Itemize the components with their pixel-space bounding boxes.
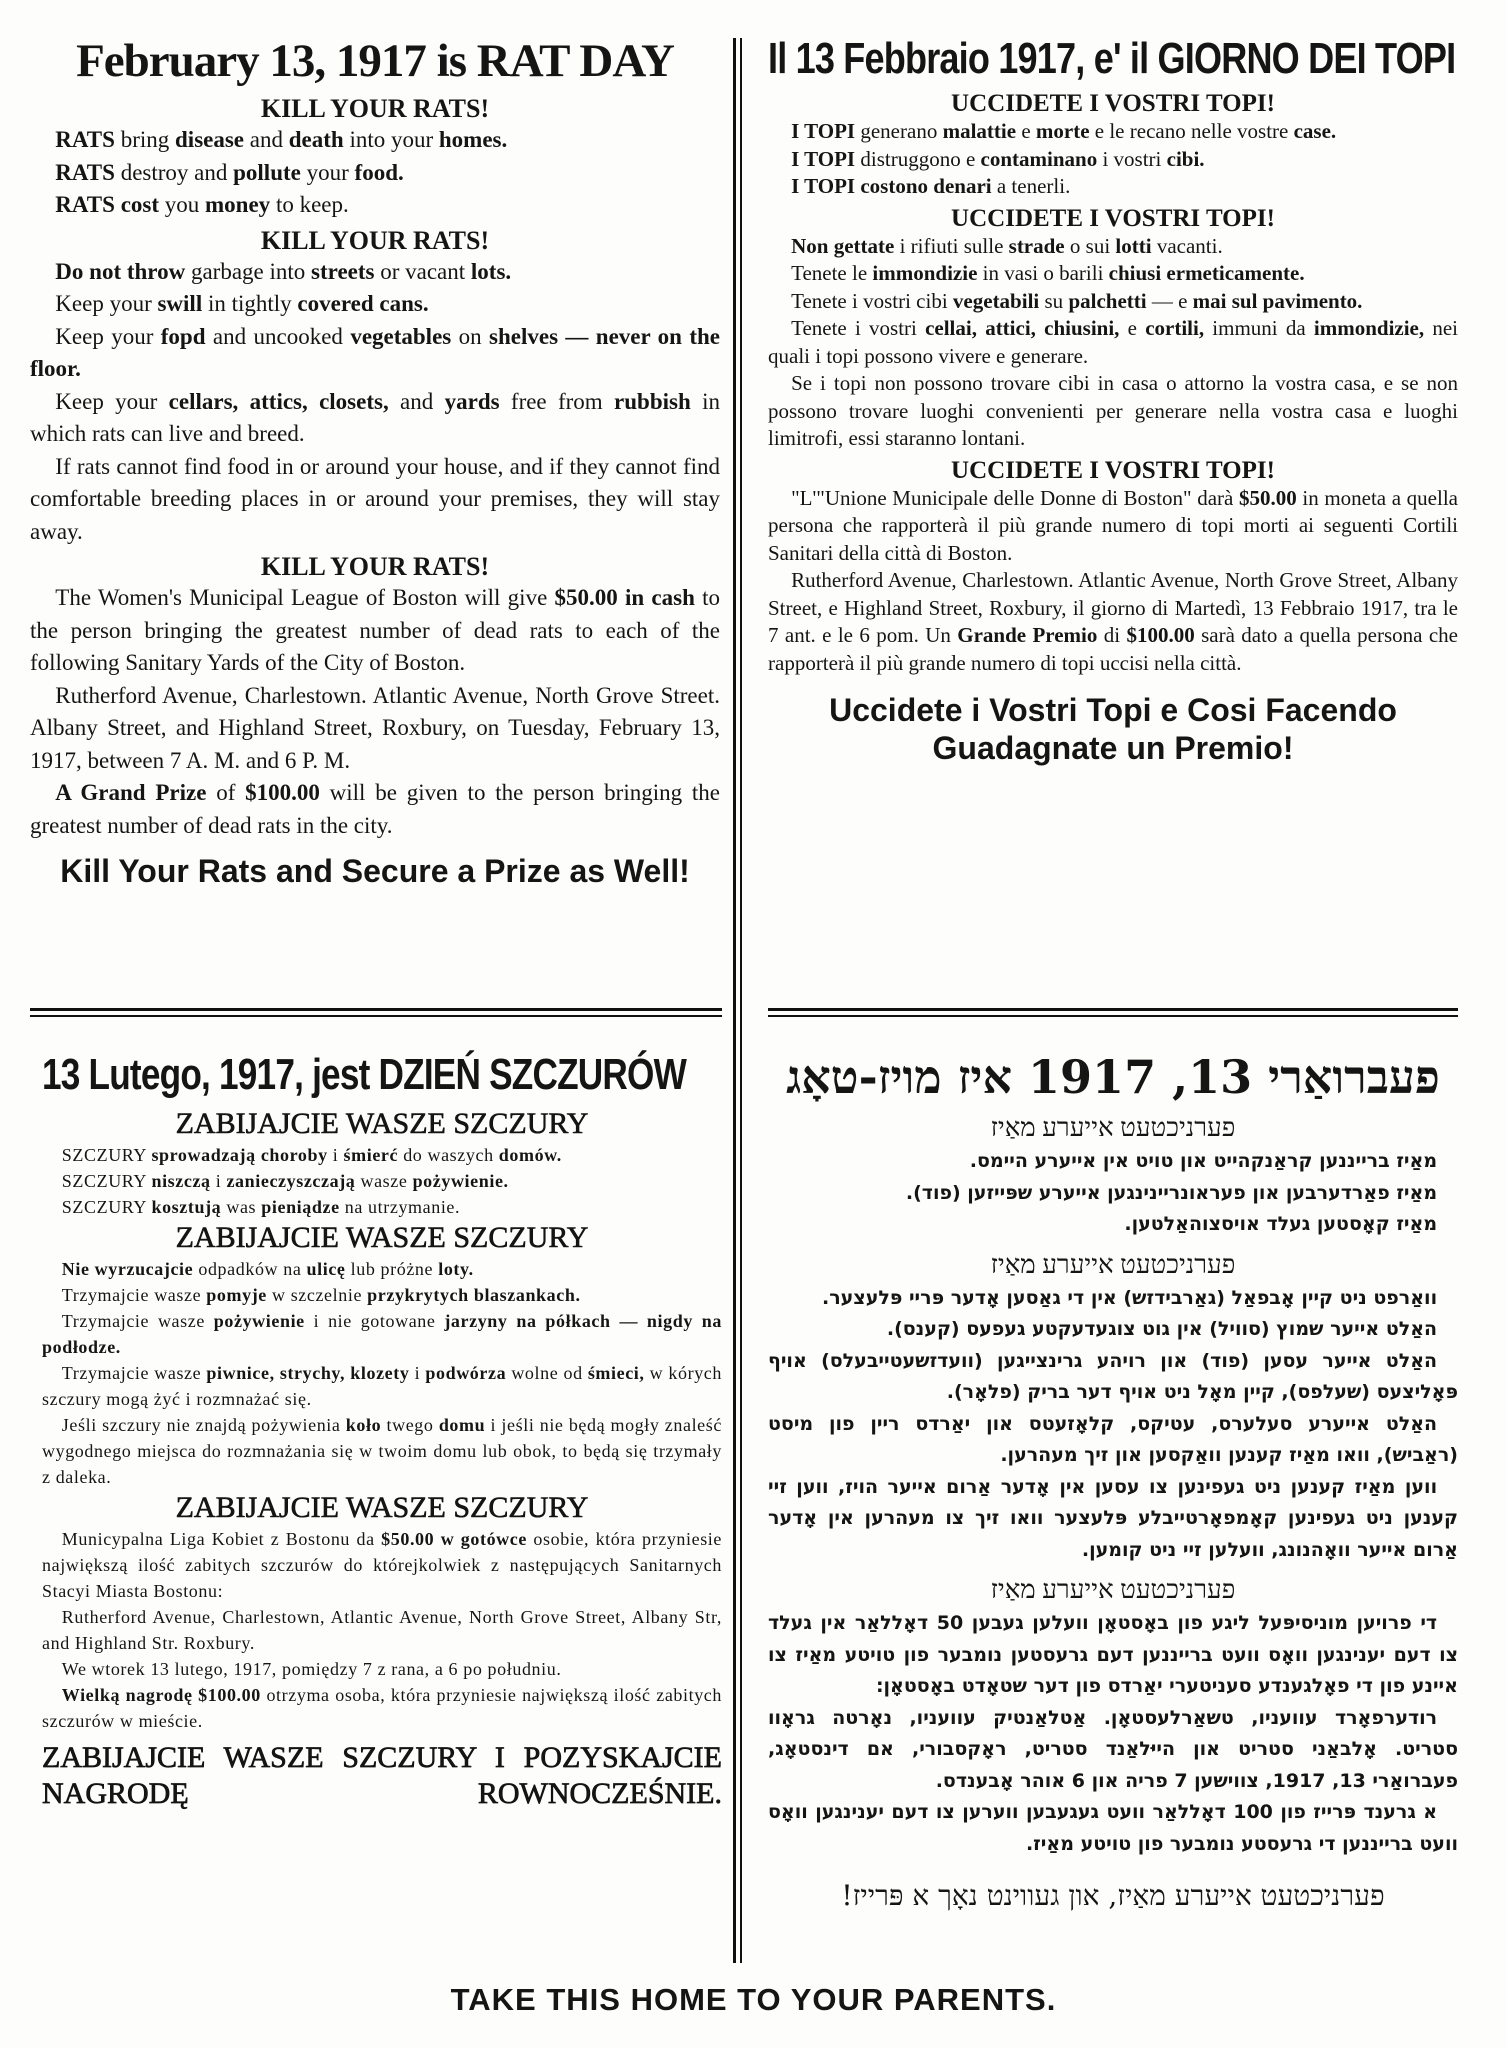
- paragraph: [768, 1178, 1458, 1210]
- paragraph: [30, 321, 720, 386]
- bold-text: niszczą: [151, 1171, 211, 1191]
- paragraph: [768, 1209, 1458, 1241]
- bold-text: pomyje: [206, 1285, 267, 1305]
- paragraph: [768, 118, 1458, 146]
- text: SZCZURY: [61, 1171, 152, 1191]
- bold-text: homes.: [438, 127, 508, 152]
- paragraph: [42, 1194, 722, 1220]
- bold-text: RATS: [55, 159, 115, 185]
- text: Rutherford Avenue, Charlestown. Atlantic Avenue, North Grove Street, Albany Street, e Highland Street, Roxbury, il giorno di Martedì, 13 Febbraio 1917, tra le 7 ant. e le 6 pom. Un: [768, 568, 1458, 647]
- bold-text: pieniądze: [261, 1197, 340, 1217]
- text: immuni da: [1204, 316, 1314, 340]
- paragraph: [42, 1256, 722, 1282]
- polish-title: 13 Lutego, 1917, jest DZIEŃ SZCZURÓW: [42, 1050, 687, 1099]
- italian-section: [768, 34, 1458, 767]
- text: e le recano nelle vostre: [1089, 119, 1294, 143]
- text: ווען מאַיז קענען ניט געפינען צו עסען אין אָדער אַרום אייער הויז, ווען זיי קענען ניט געפינען קאָמפאָרטייבלע פּלעצער וואו זיך צו מעהרען אין אָדער אַרום אייער וואָהנונג, וועלען זיי ניט קומען.: [768, 1475, 1458, 1561]
- paragraph: [768, 233, 1458, 261]
- bold-text: I TOPI costono denari: [791, 174, 992, 198]
- text: i: [327, 1145, 344, 1165]
- horizontal-divider-right: [768, 1008, 1458, 1017]
- bold-text: malattie: [942, 119, 1017, 143]
- bold-text: money: [205, 192, 271, 217]
- text: sarà dato a quella persona che rapporterà il più grande numero di topi uccisi nella città.: [768, 623, 1458, 675]
- paragraph: [768, 1283, 1458, 1315]
- text: Keep your: [55, 388, 169, 414]
- bold-text: contaminano: [980, 146, 1098, 171]
- bold-text: Nie wyrzucajcie: [61, 1259, 194, 1279]
- bold-text: shelves — never on the floor.: [30, 323, 721, 381]
- text: Jeśli szczury nie znajdą pożywienia: [61, 1415, 346, 1435]
- text: will be given to the person bringing the greatest number of dead rats in the city.: [30, 780, 720, 838]
- bold-text: lots.: [470, 258, 512, 284]
- text: nei quali i topi possono vivere e generare.: [768, 316, 1459, 368]
- paragraph: [42, 1682, 722, 1734]
- text: SZCZURY: [61, 1145, 152, 1165]
- text: distruggono e: [855, 146, 981, 171]
- section-heading: UCCIDETE I VOSTRI TOPI!: [951, 90, 1275, 117]
- bold-text: chiusi ermeticamente.: [1108, 261, 1305, 285]
- text: Se i topi non possono trovare cibi in casa o attorno la vostra casa, e se non possono trovare luoghi convenienti per generare nella vostra casa e luoghi limitrofi, essi staranno lontani.: [768, 371, 1458, 450]
- bold-text: $50.00 w gotówce: [381, 1529, 527, 1549]
- section-heading: KILL YOUR RATS!: [260, 552, 490, 581]
- bold-text: pożywienie: [213, 1311, 305, 1331]
- paragraph: [768, 1146, 1458, 1178]
- text: a tenerli.: [991, 174, 1071, 198]
- paragraph: [768, 1409, 1458, 1472]
- text: w kórych szczury mogą żyć i rozmnażać się.: [42, 1363, 722, 1409]
- text: w szczelnie: [266, 1285, 368, 1305]
- text: The Women's Municipal League of Boston will give: [55, 585, 555, 610]
- paragraph: [42, 1142, 722, 1168]
- text: in vasi o barili: [977, 261, 1109, 285]
- text: or vacant: [374, 258, 471, 284]
- yiddish-body: [768, 1110, 1458, 1916]
- paragraph: [768, 288, 1458, 316]
- paragraph: [30, 386, 720, 451]
- bold-text: domu: [438, 1415, 486, 1435]
- horizontal-divider-left: [30, 1008, 722, 1017]
- text: SZCZURY: [61, 1197, 152, 1217]
- text: האַלט אייער עסען (פוד) און רויהע גרינצייגען (וועדזשעטייבעלס) אויף פּאָליצעס (שעלפס), קיין מאָל ניט אויף דער בריק (פלאָר).: [768, 1349, 1458, 1403]
- bold-text: cortili,: [1145, 316, 1205, 340]
- section-heading: KILL YOUR RATS!: [260, 225, 490, 255]
- section-heading: ZABIJAJCIE WASZE SZCZURY: [175, 1491, 589, 1524]
- text: free from: [499, 388, 615, 414]
- text: generano: [855, 119, 943, 143]
- text: i nie gotowane: [304, 1311, 445, 1331]
- bold-text: zanieczyszczają: [226, 1171, 356, 1191]
- text: האַלט אייער שמוץ (סוויל) אין גוט צוגעדעקטע געפעס (קענס).: [886, 1318, 1438, 1340]
- paragraph: [30, 157, 720, 190]
- paragraph: [30, 189, 720, 222]
- bold-text: Wielką nagrodę $100.00: [61, 1685, 261, 1705]
- paragraph: [30, 777, 720, 842]
- bold-text: przykrytych blaszankach.: [367, 1285, 581, 1305]
- text: i: [210, 1171, 227, 1191]
- text: Trzymajcie wasze: [61, 1311, 214, 1331]
- text: i jeśli nie będą mogły znaleść wygodnego miejsca do rozmnażania się w twoim domu lub obok, to będą się trzymały z daleka.: [42, 1415, 722, 1487]
- text: in moneta a quella persona che rapporterà il più grande numero di topi morti ai seguenti Cortili Sanitari della città di Boston.: [768, 485, 1458, 565]
- english-title: February 13, 1917 is RAT DAY: [76, 35, 674, 87]
- bold-text: pollute: [233, 159, 301, 185]
- bold-text: swill: [157, 291, 203, 316]
- text: odpadków na: [193, 1259, 307, 1279]
- italian-title: Il 13 Febbraio 1917, e' il GIORNO DEI TOPI: [768, 34, 1456, 83]
- bold-text: śmieci,: [587, 1363, 645, 1383]
- text: you: [159, 192, 206, 217]
- bold-text: cellars, attics, closets,: [168, 388, 389, 414]
- paragraph: [42, 1526, 722, 1604]
- text: די פרויען מוניסיפּעל ליגע פון באָסטאָן וועלען געבען 50 דאָללאַר אין געלד צו דעם יענינגען וואָס וועט ברייננען דעם גרעסטען נומבער פון טויטע מאַיז צו איינע פון די פאָלגענדע סעניטערי יאַרדס פון דער שטאָדט באָסטאָן:: [768, 1612, 1458, 1697]
- yiddish-section: [768, 1050, 1458, 1916]
- bold-text: strade: [1008, 233, 1065, 258]
- bold-text: immondizie,: [1313, 316, 1425, 340]
- text: If rats cannot find food in or around your house, and if they cannot find comfortable breeding places in or around your premises, they will stay away.: [30, 453, 720, 544]
- text: your: [300, 159, 355, 185]
- closing-slogan: פערניכטעט אייערע מאַיז, און געווינט נאָך א פּרייז!: [841, 1879, 1385, 1912]
- section-heading: פערניכטעט אייערע מאַיז: [990, 1575, 1236, 1604]
- text: di: [1097, 623, 1127, 647]
- bold-text: palchetti: [1068, 288, 1147, 313]
- text: Keep your: [55, 291, 158, 316]
- bold-text: domów.: [498, 1145, 562, 1165]
- text: Rutherford Avenue, Charlestown. Atlantic Avenue, North Grove Street. Albany Street, and Highland Street, Roxbury, on Tuesday, February 13, 1917, between 7 A. M. and 6 P. M.: [30, 682, 720, 773]
- bold-text: cibi.: [1166, 146, 1205, 171]
- text: We wtorek 13 lutego, 1917, pomiędzy 7 z rana, a 6 po południu.: [61, 1659, 562, 1679]
- section-heading: פערניכטעט אייערע מאַיז: [990, 1249, 1236, 1279]
- bold-text: streets: [311, 258, 375, 284]
- paragraph: [768, 173, 1458, 201]
- text: wolne od: [506, 1363, 588, 1383]
- bold-text: loty.: [438, 1259, 474, 1279]
- bold-text: koło: [345, 1415, 382, 1435]
- paragraph: [42, 1360, 722, 1412]
- footer-take-home-notice: TAKE THIS HOME TO YOUR PARENTS.: [450, 1982, 1057, 2017]
- text: on: [451, 323, 490, 349]
- text: garbage into: [185, 258, 312, 284]
- bold-text: RATS: [55, 127, 115, 152]
- text: into your: [343, 127, 439, 152]
- paragraph: [768, 1314, 1458, 1346]
- text: Rutherford Avenue, Charlestown, Atlantic Avenue, North Grove Street, Albany Str, and Highland Str. Roxbury.: [42, 1607, 722, 1653]
- polish-body: [42, 1106, 722, 1812]
- bold-text: $50.00: [1239, 485, 1297, 510]
- bold-text: I TOPI: [791, 146, 856, 171]
- bold-text: morte: [1035, 119, 1090, 143]
- bold-text: $100.00: [245, 780, 320, 805]
- paragraph: [30, 451, 720, 549]
- bold-text: kosztują: [151, 1197, 222, 1217]
- text: and: [244, 127, 289, 152]
- bold-text: pożywienie.: [412, 1171, 509, 1191]
- text: in tightly: [202, 291, 298, 316]
- text: i vostri: [1097, 146, 1167, 171]
- text: Trzymajcie wasze: [61, 1285, 207, 1305]
- english-section: [30, 34, 720, 890]
- text: i: [409, 1363, 426, 1383]
- text: Tenete i vostri cibi: [791, 288, 953, 313]
- text: was: [221, 1197, 262, 1217]
- bold-text: Non gettate: [791, 233, 895, 258]
- closing-slogan: Kill Your Rats and Secure a Prize as Well!: [60, 853, 690, 889]
- paragraph: [30, 582, 720, 680]
- text: to the person bringing the greatest number of dead rats to each of the following Sanitary Yards of the City of Boston.: [30, 585, 720, 675]
- text: osobie, która przyniesie największą ilość zabitych szczurów do którejkolwiek z następujących Sanitarnych Stacyi Miasta Bostonu:: [42, 1529, 723, 1601]
- text: in which rats can live and breed.: [30, 388, 720, 446]
- text: bring: [114, 127, 176, 152]
- text: א גרענד פּרייז פון 100 דאָללאַר וועט געגעבען ווערען צו דעם יענינגען וואָס וועט ברייננען די גרעסטע נומבער פון טויטע מאַיז.: [768, 1801, 1458, 1855]
- paragraph: [768, 146, 1458, 174]
- text: מאַיז קאָסטען געלד אויסצוהאַלטען.: [1124, 1213, 1438, 1235]
- paragraph: [42, 1604, 722, 1656]
- text: "L'"Unione Municipale delle Donne di Boston" darà: [791, 485, 1239, 510]
- paragraph: [768, 1608, 1458, 1703]
- bold-text: vegetabili: [952, 288, 1040, 313]
- section-heading: UCCIDETE I VOSTRI TOPI!: [951, 204, 1275, 232]
- bold-text: RATS cost: [55, 192, 160, 217]
- text: רודערפאָרד עוועניו, טשאַרלעסטאָן. אַטלאַנטיק עוועניו, נאָרטה גראָוו סטריט. אָלבאַני סטריט און הייּלאַנד סטריט, ראָקסבורי, אם דינסטאָג, פעברואַרי 13, 1917, צווישען 7 פריה און 6 אוהר אָבענדס.: [768, 1706, 1458, 1792]
- text: Municypalna Liga Kobiet z Bostonu da: [61, 1529, 382, 1549]
- bold-text: case.: [1293, 119, 1337, 143]
- section-heading: פערניכטעט אייערע מאַיז: [990, 1113, 1236, 1142]
- paragraph: [30, 288, 720, 321]
- paragraph: [768, 1472, 1458, 1567]
- text: i rifiuti sulle: [894, 233, 1009, 258]
- text: and uncooked: [205, 323, 351, 349]
- text: of: [206, 780, 246, 805]
- text: o sui: [1064, 233, 1116, 258]
- text: su: [1039, 288, 1069, 313]
- text: and: [388, 388, 445, 414]
- bold-text: lotti: [1115, 233, 1152, 258]
- english-body: [30, 94, 720, 890]
- bold-text: covered cans.: [297, 291, 429, 316]
- section-heading: KILL YOUR RATS!: [260, 94, 490, 123]
- paragraph: [42, 1412, 722, 1490]
- bold-text: immondizie: [872, 261, 978, 285]
- text: מאַיז ברייננען קראַנקהייט און טויט אין אייערע היימס.: [969, 1150, 1438, 1172]
- bold-text: podwórza: [425, 1363, 507, 1383]
- text: vacanti.: [1151, 233, 1223, 258]
- paragraph: [30, 124, 720, 157]
- section-heading: UCCIDETE I VOSTRI TOPI!: [951, 456, 1275, 484]
- vertical-column-divider: [733, 38, 742, 1963]
- bold-text: fopd: [160, 323, 206, 349]
- bold-text: disease: [175, 127, 245, 152]
- section-heading: ZABIJAJCIE WASZE SZCZURY: [175, 1221, 589, 1254]
- text: e: [1119, 316, 1146, 340]
- bold-text: sprowadzają choroby: [151, 1145, 328, 1165]
- text: — e: [1146, 288, 1193, 313]
- bold-text: food.: [354, 159, 404, 185]
- paragraph: [30, 680, 720, 778]
- paragraph: [42, 1656, 722, 1682]
- italian-body: [768, 90, 1458, 767]
- paragraph: [768, 1703, 1458, 1798]
- paragraph: [30, 256, 720, 289]
- text: na utrzymanie.: [339, 1197, 461, 1217]
- paragraph: [768, 315, 1458, 370]
- text: Tenete i vostri: [791, 316, 926, 340]
- text: Trzymajcie wasze: [61, 1363, 207, 1383]
- bold-text: jarzyny na półkach — nigdy na podłodze.: [42, 1311, 722, 1357]
- bold-text: $100.00: [1126, 623, 1195, 647]
- text: otrzyma osoba, która przyniesie największą ilość zabitych szczurów w mieście.: [42, 1685, 722, 1731]
- text: twego: [381, 1415, 439, 1435]
- paragraph: [42, 1308, 722, 1360]
- bold-text: cellai, attici, chiusini,: [925, 316, 1120, 340]
- bold-text: vegetables: [350, 323, 452, 349]
- bold-text: A Grand Prize: [55, 780, 207, 805]
- bold-text: mai sul pavimento.: [1192, 288, 1363, 313]
- paragraph: [768, 260, 1458, 288]
- text: Keep your: [55, 323, 161, 349]
- text: האַלט אייערע סעלערס, עטיקס, קלאָזעטס און יאַרדס ריין פון מיסט (ראַביש), וואו מאַיז קענען וואַקסען און זיך מעהרען.: [768, 1412, 1458, 1466]
- text: וואַרפט ניט קיין אָבפאַל (גאַרבידזש) אין די גאַסען אָדער פּריי פּלעצער.: [821, 1286, 1438, 1309]
- text: do waszych: [398, 1145, 499, 1165]
- bold-text: Do not throw: [55, 258, 186, 284]
- bold-text: I TOPI: [791, 119, 856, 143]
- yiddish-title: פעברואַרי 13, 1917 איז מויז-טאָג: [786, 1050, 1440, 1104]
- bold-text: śmierć: [343, 1145, 399, 1165]
- bold-text: yards: [444, 388, 500, 414]
- bold-text: ulicę: [306, 1259, 346, 1279]
- paragraph: [768, 485, 1458, 568]
- text: e: [1016, 119, 1036, 143]
- paragraph: [768, 370, 1458, 453]
- bold-text: $50.00 in cash: [554, 585, 695, 610]
- bold-text: rubbish: [614, 388, 691, 414]
- closing-slogan: Uccidete i Vostri Topi e Cosi Facendo Guadagnate un Premio!: [829, 692, 1397, 766]
- paragraph: [768, 567, 1458, 677]
- paragraph: [768, 1346, 1458, 1409]
- text: מאַיז פאַרדערבען און פעראונריינינגען אייערע שפּייזען (פוד).: [905, 1181, 1438, 1204]
- polish-section: [42, 1050, 722, 1812]
- bold-text: death: [288, 127, 344, 152]
- section-heading: ZABIJAJCIE WASZE SZCZURY: [175, 1107, 589, 1140]
- text: Tenete le: [791, 261, 873, 285]
- text: wasze: [355, 1171, 413, 1191]
- paragraph: [42, 1282, 722, 1308]
- bold-text: Grande Premio: [957, 623, 1098, 647]
- closing-slogan: ZABIJAJCIE WASZE SZCZURY I POZYSKAJCIE NAGRODĘ ROWNOCZEŚNIE.: [42, 1741, 722, 1810]
- text: lub próżne: [345, 1259, 439, 1279]
- paragraph: [768, 1797, 1458, 1860]
- text: destroy and: [114, 159, 234, 185]
- bold-text: piwnice, strychy, klozety: [206, 1363, 410, 1383]
- paragraph: [42, 1168, 722, 1194]
- text: to keep.: [270, 192, 349, 217]
